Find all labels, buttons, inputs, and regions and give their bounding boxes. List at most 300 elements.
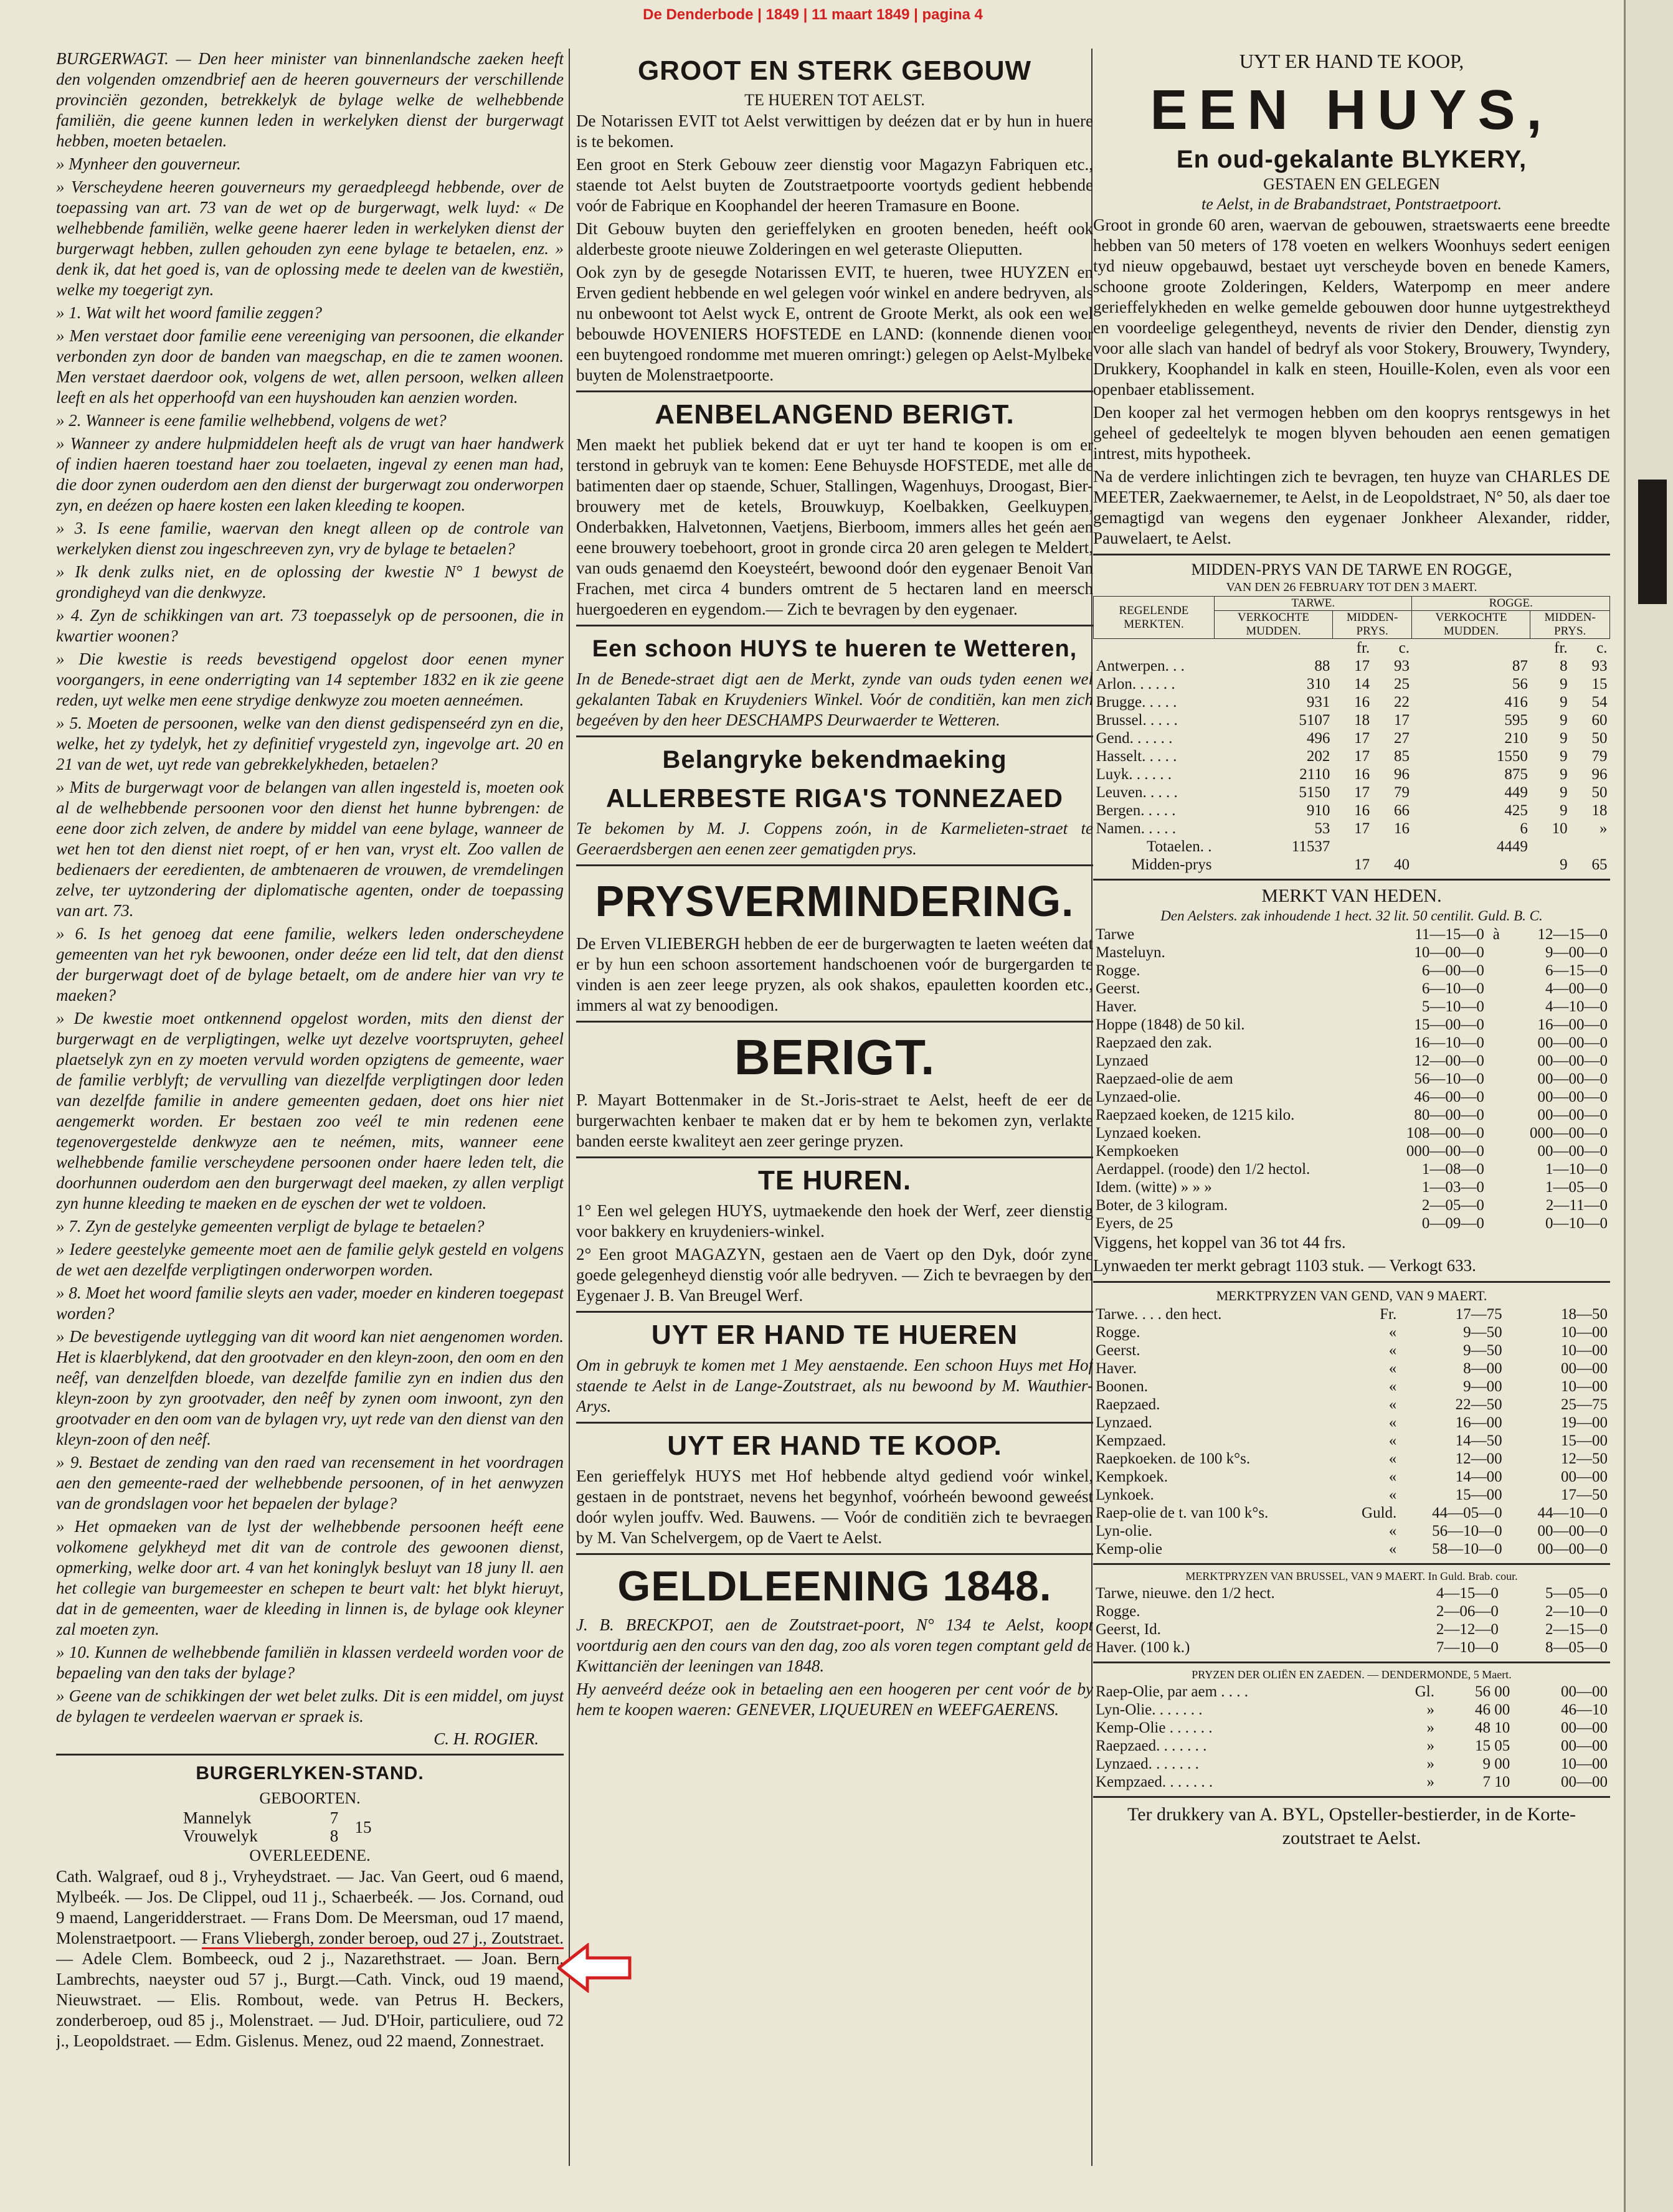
huys-p2: Den kooper zal het vermogen hebben om den kooprys rentsgewys in het geheel of gedeeltelyk te mogen blyven behouden aen eenen gematigen intrest, mits hypotheek. xyxy=(1093,403,1610,463)
gend-cell: Kempzaed. xyxy=(1096,1432,1167,1449)
uythuren-title: UYT ER HAND TE HUEREN xyxy=(651,1320,1018,1350)
divider xyxy=(576,735,1093,737)
column-3 xyxy=(1093,49,1610,2178)
middenprys-row xyxy=(1094,657,1610,675)
middenprys-cell: 50 xyxy=(1591,730,1608,747)
middenprys-row xyxy=(1094,765,1610,783)
olien-cell: 46 00 xyxy=(1475,1701,1510,1718)
col-tarwe-midden: MIDDEN-PRYS. xyxy=(1332,611,1412,639)
middenprys-cell: 9 xyxy=(1560,676,1568,692)
burgerwagt-paragraph: » Die kwestie is reeds bevestigend opgelost door eenen myner voorgangers, in eene onderrigting van 14 september 1832 en ik zie geene reden, uyt welke men eene strydige denkwyze zou moeten aenneémen. xyxy=(56,650,564,709)
gend-row xyxy=(1093,1504,1610,1522)
burgerwagt-paragraph: » 7. Zyn de gestelyke gemeenten verpligt de bylage te betaelen? xyxy=(56,1217,485,1236)
merkt-cell: 000—00—0 xyxy=(1530,1125,1608,1141)
gend-row xyxy=(1093,1432,1610,1450)
gend-cell: « xyxy=(1388,1378,1397,1395)
col-tarwe: TARWE. xyxy=(1214,597,1412,611)
merkt-cell: 1—10—0 xyxy=(1545,1161,1608,1178)
gend-cell: 22—50 xyxy=(1455,1396,1502,1413)
gend-cell: « xyxy=(1388,1541,1397,1557)
middenprys-cell: Luyk. . . . . . xyxy=(1096,766,1172,783)
middenprys-cell: 6 xyxy=(1520,820,1528,837)
divider xyxy=(576,1553,1093,1555)
brussel-row xyxy=(1093,1584,1610,1602)
brussel-cell: Geerst, Id. xyxy=(1096,1621,1161,1638)
merkt-cell xyxy=(1487,962,1502,980)
merkt-cell: Lynzaed xyxy=(1096,1052,1149,1069)
divider xyxy=(576,1156,1093,1158)
tehuren-title: TE HUREN. xyxy=(757,1165,912,1196)
middenprys-cell: 66 xyxy=(1393,802,1410,819)
wetteren-title: Een schoon HUYS te hueren te Wetteren, xyxy=(592,636,1078,662)
middenprys-cell: 5107 xyxy=(1299,712,1330,729)
middenprys-cell: 85 xyxy=(1393,748,1410,765)
mannelyk-label: Mannelyk xyxy=(183,1808,252,1827)
gend-cell: « xyxy=(1388,1414,1397,1431)
unit-fr: fr. xyxy=(1356,640,1370,656)
merkt-cell xyxy=(1487,1196,1502,1214)
col-merkten: REGELENDE MERKTEN. xyxy=(1094,597,1215,639)
merkt-sub: Den Aelsters. zak inhoudende 1 hect. 32 lit. 50 centilit. Guld. B. C. xyxy=(1160,908,1543,924)
divider xyxy=(576,1021,1093,1023)
burgerwagt-paragraph: » De kwestie moet ontkennend opgelost worden, mits den dienst der burgerwagt en de verpligtingen, welke uyt dezelve voortspruyten, geheel plaetselyk zyn en zy moeten vervuld worden opzigtens de gemeente, waer de familie verblyft; de vervulling van diezelfde verpligtingen door leden van dezelfde familie in andere gemeenten gedaen, doet ons hier niet aengemerkt worden. Er bestaen zoo veél te min redenen eene tegenovergestelde denkwyze aen te neémen, mits, wanneer eene welhebbende familie verscheydene persoonen onder haere leden telt, die doorhunnen ouderdom aen den burgerwagt deel maeken, zy allen verpligt zyn hunne kleeding te maeken en de eyschen der wet te voldoen. xyxy=(56,1009,564,1212)
middenprys-cell: 425 xyxy=(1504,802,1528,819)
burgerwagt-paragraph: » Geene van de schikkingen der wet belet zulks. Dit is een middel, om juyst de bylagen te verdeelen waervan er spraek is. xyxy=(56,1686,564,1726)
vrouwelyk-count: 8 xyxy=(329,1827,339,1845)
gend-cell: 44—05—0 xyxy=(1432,1505,1502,1521)
merkt-cell: 15—00—0 xyxy=(1414,1016,1484,1033)
burgerwagt-paragraph: » Het opmaeken van de lyst der welhebbende persoonen heéft eene volkomene gelykheyd met dit van de controle des gewoonen dienst, opmerking, welke door art. 4 van het koninglyk besluyt van 18 juny ll. aen het collegie van burgemeester en schepen te beurt valt: het blykt hieruyt, dat in de gemeenten, waer de kleeding in linnen is, de bylage ook kleyner zal moeten zyn. xyxy=(56,1517,564,1638)
gend-cell: Rogge. xyxy=(1096,1324,1140,1341)
divider xyxy=(1093,1563,1610,1565)
divider xyxy=(576,1311,1093,1313)
middenprys-cell: Hasselt. . . . . xyxy=(1096,748,1177,765)
middenprys-cell: 18 xyxy=(1591,802,1608,819)
merkt-cell: Geerst. xyxy=(1096,980,1140,997)
gend-row xyxy=(1093,1468,1610,1486)
gend-cell: Lyn-olie. xyxy=(1096,1523,1152,1539)
olien-cell: Kempzaed. . . . . . . xyxy=(1096,1774,1213,1790)
middenprys-cell: 88 xyxy=(1314,658,1330,674)
gend-title: MERKTPRYZEN VAN GEND, VAN 9 MAERT. xyxy=(1216,1288,1487,1303)
middenprys-cell: 10 xyxy=(1552,820,1568,837)
middenprys-cell: Bergen. . . . . xyxy=(1096,802,1176,819)
olien-cell: Lynzaed. . . . . . . xyxy=(1096,1756,1199,1772)
adjacent-page-edge xyxy=(1624,0,1673,2212)
olien-cell: 46—10 xyxy=(1561,1701,1608,1718)
gend-row xyxy=(1093,1359,1610,1378)
brussel-cell: Tarwe, nieuwe. den 1/2 hect. xyxy=(1096,1585,1275,1602)
gend-cell: Haver. xyxy=(1096,1360,1137,1377)
merkt-row xyxy=(1093,925,1610,943)
col-rogge-midden: MIDDEN-PRYS. xyxy=(1530,611,1610,639)
uythuren-text: Om in gebruyk te komen met 1 Mey aenstaende. Een schoon Huys met Hof staende te Aelst in de Lange-Zoutstraet, als nu bewoond by M. Wauthier-Arys. xyxy=(576,1356,1093,1416)
merkt-cell: Raepzaed-olie de aem xyxy=(1096,1071,1233,1087)
merkt-cell xyxy=(1487,1160,1502,1178)
huys-pre: UYT ER HAND TE KOOP, xyxy=(1239,50,1464,72)
highlighted-entry: Frans Vliebergh, zonder beroep, oud 27 j., Zoutstraet. xyxy=(202,1929,564,1949)
burgerwagt-paragraph: » De bevestigende uytlegging van dit woord kan niet aengenomen worden. Het is klaerblykend, dat den grootvader en den kleyn-zoon, den oom en den neêf, van denzelfden bloede, van dezelfde familie zyn en indien dus den kleyn-zoon by zyn grootvader, den neêf by zynen oom inwoont, zyn den grootvader en den oom van de bylagen vry, uyt rede van den dienst van den kleyn-zoon of den neêf. xyxy=(56,1327,564,1449)
merkt-cell: 108—00—0 xyxy=(1406,1125,1484,1141)
merkt-cell xyxy=(1487,943,1502,962)
gend-cell: 12—50 xyxy=(1561,1450,1608,1467)
gend-cell: 58—10—0 xyxy=(1432,1541,1502,1557)
olien-cell: Raepzaed. . . . . . . xyxy=(1096,1737,1207,1754)
gend-cell: 12—00 xyxy=(1455,1450,1502,1467)
gend-cell: 18—50 xyxy=(1561,1306,1608,1323)
unit-fr: fr. xyxy=(1554,640,1568,656)
gend-cell: 00—00 xyxy=(1561,1360,1608,1377)
merkt-cell: 00—00—0 xyxy=(1537,1034,1608,1051)
unit-c: c. xyxy=(1398,640,1410,656)
olien-cell: 15 05 xyxy=(1475,1737,1510,1754)
middenprys-cell: 96 xyxy=(1591,766,1608,783)
brussel-row xyxy=(1093,1638,1610,1657)
middenprys-cell: 16 xyxy=(1354,766,1370,783)
middenprys-cell: 22 xyxy=(1393,694,1410,711)
burgerwagt-paragraph: » 5. Moeten de persoonen, welke van den dienst gedispenseérd zyn en die, welke, het zy tydelyk, het zy definitief vrygesteld zyn, ingevolge art. 20 en 21 van de wet, uyt rede van gebrekkelykheden, betaelen? xyxy=(56,714,564,773)
middenprys-cell: 875 xyxy=(1504,766,1528,783)
gend-cell: 15—00 xyxy=(1561,1432,1608,1449)
merkt-cell: 1—05—0 xyxy=(1545,1179,1608,1196)
middenprys-cell: 9 xyxy=(1560,802,1568,819)
mannelyk-count: 7 xyxy=(329,1808,339,1827)
uytkoop-title: UYT ER HAND TE KOOP. xyxy=(667,1430,1002,1461)
middenprys-cell: 18 xyxy=(1354,712,1370,729)
burgerwagt-paragraph: BURGERWAGT. — Den heer minister van binnenlandsche zaeken heeft den volgenden omzendbrief aen de heeren gouverneurs der verschillende provinciën gezonden, betrekkelyk de bylage welke de welhebbende familiën, die geene kunnen leden in werkelyken dienst der burgerwagt hebben, moeten betaelen. xyxy=(56,49,564,150)
middenprys-cell: 17 xyxy=(1354,730,1370,747)
merkt-cell xyxy=(1487,1034,1502,1052)
burgerwagt-paragraph: » 8. Moet het woord familie sleyts aen vader, moeder en kinderen toegepast worden? xyxy=(56,1283,564,1323)
merkt-cell xyxy=(1487,1214,1502,1232)
merkt-cell: 12—00—0 xyxy=(1414,1052,1484,1069)
burgerwagt-paragraph: » 4. Zyn de schikkingen van art. 73 toepasselyk op de persoonen, die in kwartier woonen? xyxy=(56,606,564,645)
gebouw-subtitle: TE HUEREN TOT AELST. xyxy=(744,91,925,109)
merkt-cell: 16—10—0 xyxy=(1414,1034,1484,1051)
middenprys-cell: 5150 xyxy=(1299,784,1330,801)
burgerwagt-paragraph: » 9. Bestaet de zending van den raed van recensement in het voordragen aen den gemeente-raed der welhebbende persoonen, of in het aenwyzen van de grondslagen voor het bepaelen der bylage? xyxy=(56,1453,564,1513)
merkt-cell: 00—00—0 xyxy=(1537,1052,1608,1069)
huys-sub: GESTAEN EN GELEGEN xyxy=(1263,175,1440,193)
merkt-row xyxy=(1093,962,1610,980)
divider xyxy=(576,1422,1093,1424)
merkt-cell: Lynzaed-olie. xyxy=(1096,1089,1181,1105)
riga-text: Te bekomen by M. J. Coppens zoón, in de Karmelieten-straet te Geeraerdsbergen aen eenen zeer gematigden prys. xyxy=(576,819,1093,858)
middenprys-cell: 16 xyxy=(1354,802,1370,819)
brussel-cell: 2—10—0 xyxy=(1545,1603,1608,1620)
riga-title-2: ALLERBESTE RIGA'S TONNEZAED xyxy=(606,783,1063,813)
berigt-text: P. Mayart Bottenmaker in de St.-Joris-straet te Aelst, heeft de eer de burgerwachten kenbaer te maken dat er by hem te bekomen zyn, verlakte banden eerste kwaliteyt aen zeer geringe pryzen. xyxy=(576,1090,1093,1150)
merkt-cell: 2—05—0 xyxy=(1421,1197,1484,1214)
totaelen-label: Totaelen. . xyxy=(1147,838,1212,855)
olien-cell: 00—00 xyxy=(1561,1774,1608,1790)
middenprys-cell: 79 xyxy=(1591,748,1608,765)
merkt-row xyxy=(1093,1214,1610,1232)
col-rogge: ROGGE. xyxy=(1412,597,1610,611)
middenprys-cell: Arlon. . . . . . xyxy=(1096,676,1175,692)
brussel-cell: 5—05—0 xyxy=(1545,1585,1608,1602)
gend-cell: 00—00—0 xyxy=(1537,1541,1608,1557)
tehuren-p2: 2° Een groot MAGAZYN, gestaen aen de Vaert op den Dyk, doór zyne goede gelegenheyd dienstig voór alle bedryven. — Zich te bevraegen by den Eygenaer J. B. Van Breugel Werf. xyxy=(576,1245,1093,1305)
wetteren-text: In de Benede-straet digt aen de Merkt, zynde van ouds tyden eenen wel gekalanten Tabak en Kruydeniers Winkel. Voór de conditiën, kan men zich begeéven by den heer DESCHAMPS Deurwaerder te Wetteren. xyxy=(576,669,1093,729)
merkt-row xyxy=(1093,1178,1610,1196)
merkt-row xyxy=(1093,1052,1610,1070)
olien-table xyxy=(1093,1683,1610,1791)
merkt-table xyxy=(1093,925,1610,1232)
gend-cell: 9—50 xyxy=(1463,1324,1502,1341)
divider xyxy=(576,390,1093,392)
gend-cell: 17—50 xyxy=(1561,1486,1608,1503)
olien-title: PRYZEN DER OLIËN EN ZAEDEN. — DENDERMONDE, 5 Maert. xyxy=(1192,1668,1512,1681)
middenprys-cell: 202 xyxy=(1306,748,1330,765)
geldleening-p2: Hy aenveérd deéze ook in betaeling aen een hoogeren per cent voór de by hem te koopen waeren: GENEVER, LIQUEUREN en WEEFGAERENS. xyxy=(576,1680,1093,1719)
gend-cell: « xyxy=(1388,1396,1397,1413)
olien-cell: 00—00 xyxy=(1561,1719,1608,1736)
middenprys-row xyxy=(1094,729,1610,747)
gend-cell: 14—00 xyxy=(1455,1468,1502,1485)
middenprys-cell: 79 xyxy=(1393,784,1410,801)
burgerwagt-paragraph: » Mynheer den gouverneur. xyxy=(56,154,241,173)
middenprys-cell: Brussel. . . . . xyxy=(1096,712,1178,729)
olien-cell: » xyxy=(1426,1719,1434,1736)
gend-cell: Raepkoeken. de 100 k°s. xyxy=(1096,1450,1251,1467)
middenprys-cell: 27 xyxy=(1393,730,1410,747)
gend-row xyxy=(1093,1540,1610,1558)
middenprys-row xyxy=(1094,747,1610,765)
middenprys-cell: 14 xyxy=(1354,676,1370,692)
gend-cell: « xyxy=(1388,1432,1397,1449)
middenprys-cell: 15 xyxy=(1591,676,1608,692)
unit-c: c. xyxy=(1596,640,1608,656)
merkt-cell xyxy=(1487,1052,1502,1070)
gend-cell: Boonen. xyxy=(1096,1378,1149,1395)
middenprys-cell: 9 xyxy=(1560,730,1568,747)
merkt-cell: 00—00—0 xyxy=(1537,1071,1608,1087)
overleedene-list xyxy=(56,1866,564,2051)
merkt-cell xyxy=(1487,1124,1502,1142)
geldleening-title: GELDLEENING 1848. xyxy=(617,1562,1052,1610)
merkt-cell: 0—10—0 xyxy=(1545,1215,1608,1232)
overleedene-list-a: Cath. Walgraef, oud 8 j., Vryheydstraet. — Jac. Van Geert, oud 6 maend, Mylbeék. — Jos. De Clippel, oud 11 j., Schaerbeék. — Jos. Cornand, oud 9 maend, Langeridderstraet. — Frans Dom. De Meersman, oud 17 maend, Molenstraetpoort. — xyxy=(56,1867,564,1947)
gend-cell: 10—00 xyxy=(1561,1378,1608,1395)
divider xyxy=(576,864,1093,866)
gend-cell: Raep-olie de t. van 100 k°s. xyxy=(1096,1505,1269,1521)
gend-cell: 44—10—0 xyxy=(1537,1505,1608,1521)
merkt-cell: 12—15—0 xyxy=(1537,926,1608,943)
merkt-cell xyxy=(1487,980,1502,998)
column-1 xyxy=(56,49,564,2178)
middenprys-cell: » xyxy=(1600,820,1608,837)
middenprys-cell: 2110 xyxy=(1299,766,1330,783)
col-tarwe-verk: VERKOCHTE MUDDEN. xyxy=(1214,611,1332,639)
divider xyxy=(1093,1796,1610,1798)
middenprys-cell: Namen. . . . . xyxy=(1096,820,1176,837)
middenprys-cell: 310 xyxy=(1306,676,1330,692)
merkt-cell: Kempkoeken xyxy=(1096,1143,1179,1160)
merkt-cell: 6—15—0 xyxy=(1545,962,1608,979)
middenprys-cell: 8 xyxy=(1560,658,1568,674)
divider xyxy=(576,625,1093,626)
overleedene-list-b: — Adele Clem. Bombeeck, oud 2 j., Nazarethstraet. — Joan. Bern. Lambrechts, naeyster oud 57 j., Burgt.—Cath. Vinck, oud 19 maend, Nieuwstraet. — Elis. Rombout, wede. van Petrus H. Beckers, zonderberoep, oud 85 j., Molenstraet. — Jud. D'Hoir, particuliere, oud 72 j., Leopoldstraet. — Edm. Gislenus. Menez, oud 22 maend, Zonnestraet. xyxy=(56,1949,564,2050)
merkt-cell: 00—00—0 xyxy=(1537,1107,1608,1123)
col-rogge-verk: VERKOCHTE MUDDEN. xyxy=(1412,611,1530,639)
merkt-cell: 56—10—0 xyxy=(1414,1071,1484,1087)
merkt-cell: Haver. xyxy=(1096,998,1137,1015)
middenprys-cell: Gend. . . . . . xyxy=(1096,730,1173,747)
gend-cell: 10—00 xyxy=(1561,1324,1608,1341)
middenprys-cell: 1550 xyxy=(1496,748,1528,765)
burgerwagt-paragraph: » Men verstaet door familie eene vereeniging van persoonen, die elkander verbonden zyn door de banden van maegschap, en die te zamen woonen. Men verstaet daerdoor ook, volgens de wet, allen persoon, welken alleen leeft en als het opperhoofd van een huyshouden kan aenzien worden. xyxy=(56,326,564,407)
brussel-cell: 2—15—0 xyxy=(1545,1621,1608,1638)
aenbelangend-title: AENBELANGEND BERIGT. xyxy=(655,399,1015,430)
merkt-row xyxy=(1093,1088,1610,1106)
column-rule xyxy=(569,49,570,2166)
gend-row xyxy=(1093,1378,1610,1396)
merkt-cell xyxy=(1487,1142,1502,1160)
brussel-cell: Rogge. xyxy=(1096,1603,1140,1620)
berigt-title: BERIGT. xyxy=(734,1029,936,1085)
middenprys-cell: 17 xyxy=(1354,784,1370,801)
olien-row xyxy=(1093,1773,1610,1791)
merkt-row xyxy=(1093,1016,1610,1034)
gend-row xyxy=(1093,1341,1610,1359)
merkt-cell xyxy=(1487,1016,1502,1034)
olien-row xyxy=(1093,1683,1610,1701)
gend-cell: Geerst. xyxy=(1096,1342,1140,1359)
brussel-cell: 8—05—0 xyxy=(1545,1639,1608,1656)
merkt-cell xyxy=(1487,1070,1502,1088)
merkt-cell xyxy=(1487,1088,1502,1106)
merkt-cell: à xyxy=(1492,926,1500,943)
middenprys-cell: 25 xyxy=(1393,676,1410,692)
gend-cell: 14—50 xyxy=(1455,1432,1502,1449)
burgerwagt-paragraph: » 2. Wanneer is eene familie welhebbend, volgens de wet? xyxy=(56,411,447,430)
brussel-cell: 2—06—0 xyxy=(1436,1603,1499,1620)
merkt-row xyxy=(1093,1106,1610,1124)
olien-cell: Lyn-Olie. . . . . . . xyxy=(1096,1701,1203,1718)
merkt-row xyxy=(1093,980,1610,998)
prys-title: PRYSVERMINDERING. xyxy=(595,877,1074,925)
gend-row xyxy=(1093,1414,1610,1432)
merkt-cell: Tarwe xyxy=(1096,926,1135,943)
mp-rogge-fr: 9 xyxy=(1560,856,1568,873)
merkt-row xyxy=(1093,943,1610,962)
merkt-row xyxy=(1093,1196,1610,1214)
prys-text: De Erven VLIEBERGH hebben de eer de burgerwagten te laeten weéten dat er by hun een schoon assortement handschoenen voór de burgergarden te vinden is aen zeer leege pryzen, als ook shakos, epauletten koorden etc., immers al wat zy benoodigen. xyxy=(576,934,1093,1014)
burgerwagt-paragraph: » Wanneer zy andere hulpmiddelen heeft als de vrugt van haer handwerk of indien haeren toestand haer zou toelaeten, ingeval zy eenen man had, die door zynen ouderdom aen den dienst der burgerwagt zou onderworpen zyn, en deézen op haere kosten een laken kleeding te koopen. xyxy=(56,434,564,514)
middenprys-cell: 9 xyxy=(1560,748,1568,765)
gend-row xyxy=(1093,1486,1610,1504)
middenprys-cell: 9 xyxy=(1560,694,1568,711)
burgerwagt-paragraph: » Ik denk zulks niet, en de oplossing der kwestie N° 1 bewyst de grondigheyd van die denkwyze. xyxy=(56,562,564,602)
middenprys-cell: 50 xyxy=(1591,784,1608,801)
brussel-table xyxy=(1093,1584,1610,1657)
middenprys-cell: 9 xyxy=(1560,712,1568,729)
gend-cell: 9—50 xyxy=(1463,1342,1502,1359)
olien-cell: 9 00 xyxy=(1482,1756,1510,1772)
merkt-cell: Eyers, de 25 xyxy=(1096,1215,1173,1232)
geboorten-total: 15 xyxy=(354,1817,372,1836)
gebouw-title: GROOT EN STERK GEBOUW xyxy=(637,55,1032,86)
gebouw-p3: Dit Gebouw buyten den gerieffelyken en grooten beneden, heéft ook alderbeste groote nieuwe Zolderingen en wel geteraste Olieputten. xyxy=(576,219,1093,258)
gend-cell: « xyxy=(1388,1450,1397,1467)
merkt-row xyxy=(1093,998,1610,1016)
middenprys-cell: 910 xyxy=(1306,802,1330,819)
totaelen-tarwe: 11537 xyxy=(1291,838,1330,855)
huys-title-2: En oud-gekalante BLYKERY, xyxy=(1176,146,1527,173)
uytkoop-text: Een gerieffelyk HUYS met Hof hebbende altyd gediend voór winkel, gestaen in de pontstraet, nevens het begynhof, voórheén bewoond geweést doór wylen jouffv. Wed. Bauwens. — Voór de conditiën zich te bevraegen by M. Van Schelvergem, op de Vaert te Aelst. xyxy=(576,1467,1093,1547)
middenprys-cell: Brugge. . . . . xyxy=(1096,694,1177,711)
merkt-cell: 46—00—0 xyxy=(1414,1089,1484,1105)
olien-cell: » xyxy=(1426,1774,1434,1790)
middenprys-row xyxy=(1094,711,1610,729)
middenprys-cell: 16 xyxy=(1354,694,1370,711)
left-arrow-icon xyxy=(557,1943,632,1993)
middenprys-cell: 56 xyxy=(1512,676,1528,692)
merkt-cell: 4—00—0 xyxy=(1545,980,1608,997)
gend-cell: « xyxy=(1388,1324,1397,1341)
middenprys-row xyxy=(1094,820,1610,838)
merkt-cell: Raepzaed den zak. xyxy=(1096,1034,1212,1051)
gend-row xyxy=(1093,1450,1610,1468)
burgerwagt-paragraph: » 1. Wat wilt het woord familie zeggen? xyxy=(56,303,322,322)
merkt-cell xyxy=(1487,998,1502,1016)
brussel-title: MERKTPRYZEN VAN BRUSSEL, VAN 9 MAERT. In Guld. Brab. cour. xyxy=(1185,1570,1518,1582)
divider xyxy=(1093,554,1610,555)
merkt-cell: 2—11—0 xyxy=(1545,1197,1608,1214)
olien-cell: » xyxy=(1426,1756,1434,1772)
burgerwagt-paragraph: » 6. Is het genoeg dat eene familie, welkers leden onderscheydene gemeenten van het ryk bewoonen, onder deéze een lid telt, dat den dienst der burgerwagt doet of de bylage betaelt, om de andere hier van vry te maeken? xyxy=(56,924,564,1004)
burgerwagt-article xyxy=(56,49,564,1727)
merkt-cell: 00—00—0 xyxy=(1537,1089,1608,1105)
olien-cell: » xyxy=(1426,1737,1434,1754)
merkt-cell: 10—00—0 xyxy=(1414,944,1484,961)
burgerwagt-paragraph: » Mits de burgerwagt voor de belangen van allen ingesteld is, moeten ook al de welhebbende persoonen voor den dienst het hunne bybrengen: de eene door zich zelven, de andere by middel van eene bylage, wanneer de wet hen tot den dienst niet roept, of er hen van, vryst elt. Zoo vallen de bedienaers der eeredienten, de ambtenaeren de vrouwen, de vremdelingen zelve, ter uytzondering der diplomatische agenten, onder de toepassing van art. 73. xyxy=(56,778,564,920)
merkt-cell xyxy=(1487,1178,1502,1196)
merkt-cell: Raepzaed koeken, de 1215 kilo. xyxy=(1096,1107,1295,1123)
merkt-cell: 80—00—0 xyxy=(1414,1107,1484,1123)
gend-cell: « xyxy=(1388,1468,1397,1485)
merkt-cell: 1—08—0 xyxy=(1421,1161,1484,1178)
middenprys-cell: 496 xyxy=(1306,730,1330,747)
burgerwagt-paragraph: » Iedere geestelyke gemeente moet aen de familie gelyk gesteld en volgens de wet aen dezelfde verpligtingen onderworpen worden. xyxy=(56,1240,564,1279)
gend-cell: 19—00 xyxy=(1561,1414,1608,1431)
gend-cell: 8—00 xyxy=(1463,1360,1502,1377)
merkt-cell: 16—00—0 xyxy=(1537,1016,1608,1033)
merkt-cell: 4—10—0 xyxy=(1545,998,1608,1015)
middenprys-cell: 9 xyxy=(1560,784,1568,801)
merkt-lynwaeden: Lynwaeden ter merkt gebragt 1103 stuk. — Verkogt 633. xyxy=(1093,1256,1476,1275)
burgerwagt-paragraph: » 3. Is eene familie, waervan den knegt alleen op de controle van werkelyken dienst zou ingeschreeven zyn, vry de bylage te betaelen? xyxy=(56,519,564,558)
middenprys-cell: Leuven. . . . . xyxy=(1096,784,1178,801)
merkt-cell: 00—00—0 xyxy=(1537,1143,1608,1160)
gend-cell: « xyxy=(1388,1486,1397,1503)
middenprys-cell: 53 xyxy=(1314,820,1330,837)
merkt-cell: Lynzaed koeken. xyxy=(1096,1125,1201,1141)
gend-cell: 56—10—0 xyxy=(1432,1523,1502,1539)
merkt-cell: 11—15—0 xyxy=(1415,926,1484,943)
brussel-cell: 7—10—0 xyxy=(1436,1639,1499,1656)
totaelen-rogge: 4449 xyxy=(1496,838,1528,855)
middenprys-sub: VAN DEN 26 FEBRUARY TOT DEN 3 MAERT. xyxy=(1226,580,1477,594)
gend-row xyxy=(1093,1522,1610,1540)
middenprys-cell: 17 xyxy=(1393,712,1410,729)
middenprys-cell: 17 xyxy=(1354,748,1370,765)
gend-cell: « xyxy=(1388,1523,1397,1539)
gend-cell: Kempkoek. xyxy=(1096,1468,1168,1485)
olien-cell: 7 10 xyxy=(1482,1774,1510,1790)
brussel-cell: 4—15—0 xyxy=(1436,1585,1499,1602)
